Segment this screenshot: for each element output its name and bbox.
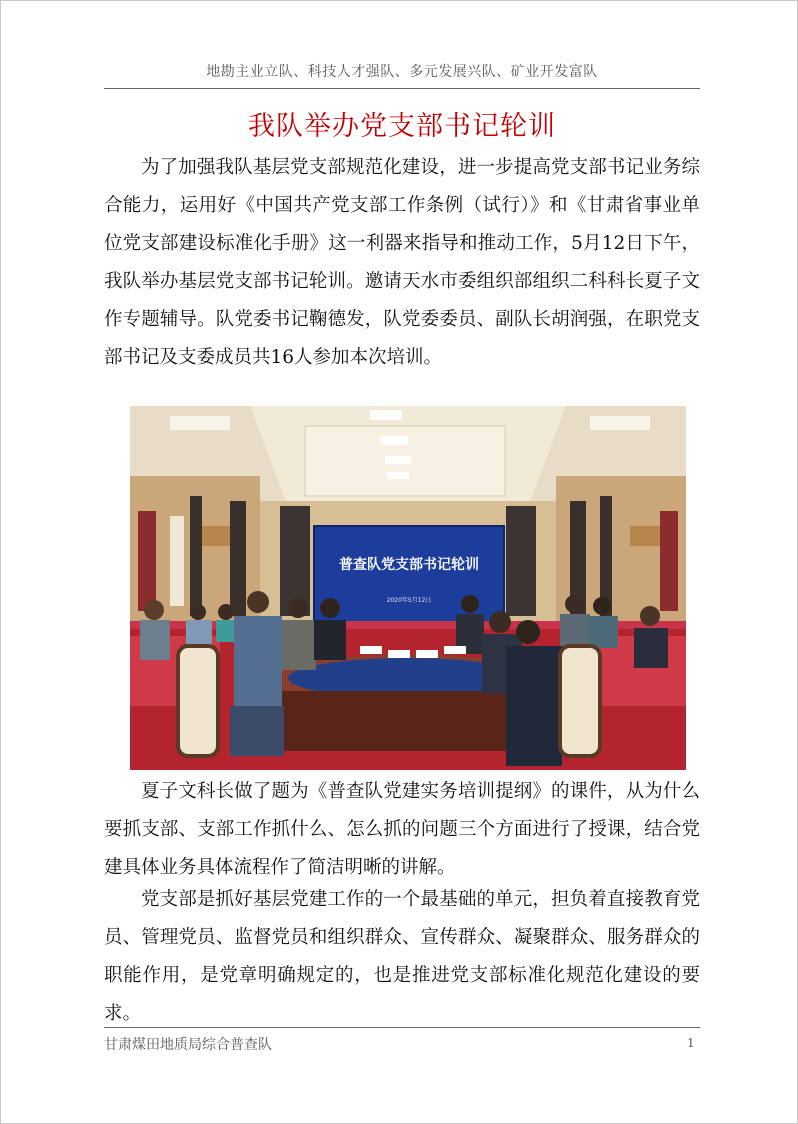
footer-divider [104,1027,700,1028]
header-slogan: 地勘主业立队、科技人才强队、多元发展兴队、矿业开发富队 [206,64,598,80]
paragraph-intro: 为了加强我队基层党支部规范化建设，进一步提高党支部书记业务综合能力，运用好《中国共产党支部工作条例（试行）》和《甘肃省事业单位党支部建设标准化手册》这一利器来指导和推动工作，5月12日下午，我队举办基层党支部书记轮训。邀请天水市委组织部组织二科科长夏子文作专题辅导。队党委书记鞠德发，队党委委员、副队长胡润强，在职党支部书记及支委成员共16人参加本次培训。 [104,157,700,368]
meeting-photo [130,406,686,770]
screen-date: 2020年5月12日 [386,597,432,604]
footer-organization: 甘肃煤田地质局综合普查队 [104,1037,272,1053]
paragraph-role: 党支部是抓好基层党建工作的一个最基础的单元，担负着直接教育党员、管理党员、监督党员和组织群众、宣传群众、凝聚群众、服务群众的职能作用，是党章明确规定的，也是推进党支部标准化规范化建设的要求。 [104,889,700,1024]
paragraph-lecture: 夏子文科长做了题为《普查队党建实务培训提纲》的课件，从为什么要抓支部、支部工作抓什么、怎么抓的问题三个方面进行了授课，结合党建具体业务具体流程作了简洁明晰的讲解。 [104,781,700,878]
article-title: 我队举办党支部书记轮训 [248,111,556,142]
header-divider [104,88,700,89]
screen-title: 普查队党支部书记轮训 [339,557,479,573]
page-number: 1 [687,1036,695,1050]
